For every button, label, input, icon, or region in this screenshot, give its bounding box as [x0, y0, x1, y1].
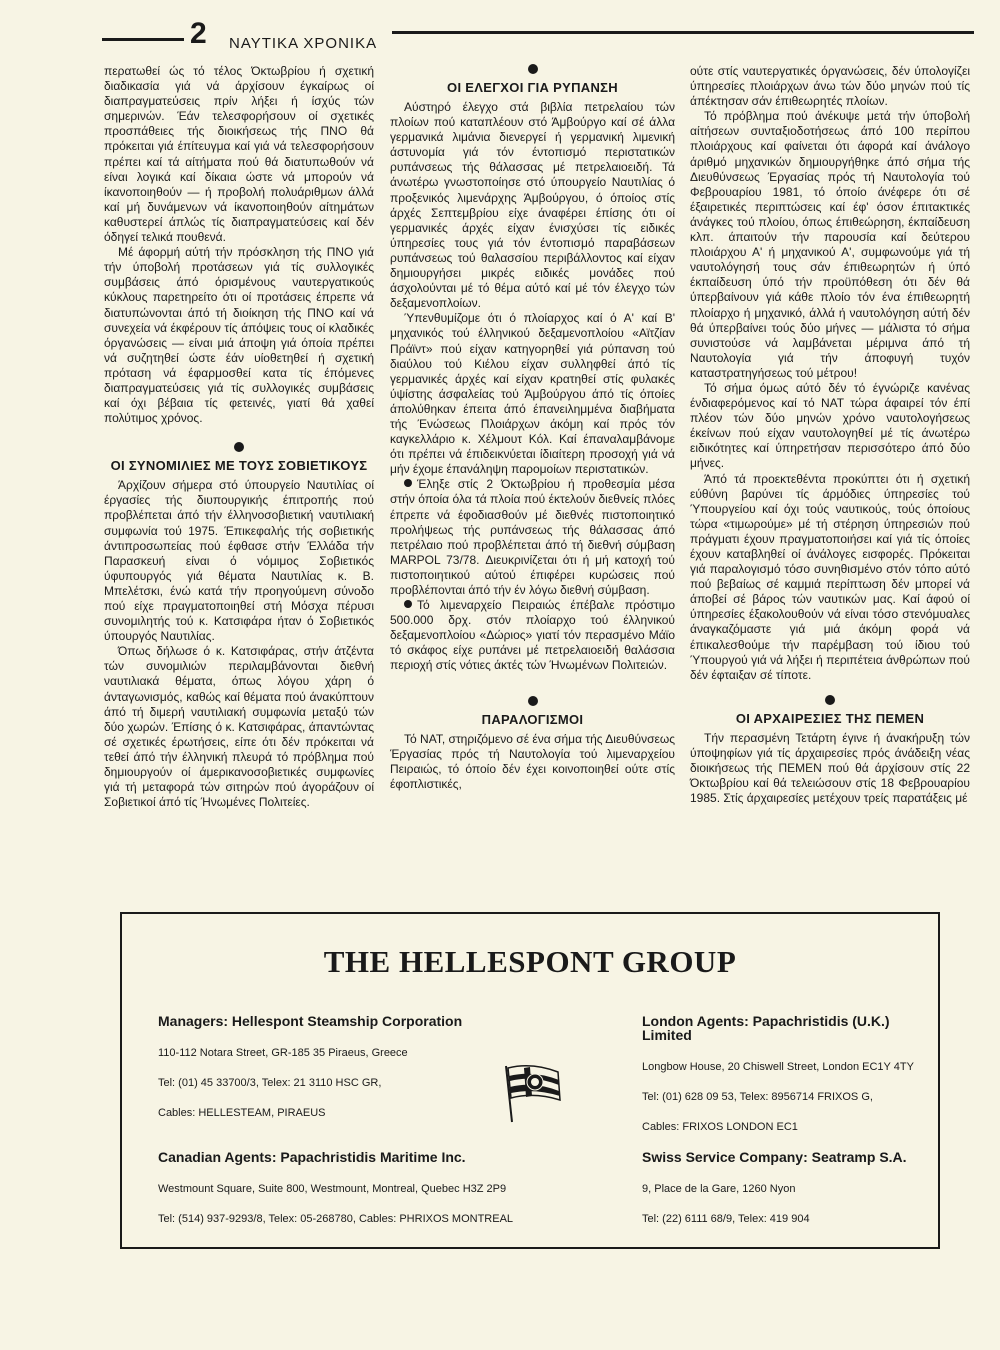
page-number: 2 [190, 17, 207, 50]
ad-london-address: Longbow House, 20 Chiswell Street, London EC1Y 4TY [642, 1061, 914, 1073]
col1-paragraph-3: Άρχίζουν σήμερα στό ύπουργείο Ναυτιλίας οί έργασίες τής διυπουργικής έπιτροπής πού προβλέπεται άπό τήν έλληνοσοβιετική ναυτιλιακή συμφωνία τού 1975. Έπικεφαλής τής σοβιετικής άντιπροσωπείας πού έφθασε στήν Έλλάδα τήν Παρασκευή είναι ό νόμιμος Σοβιετικός ύφυπουργός γιά θέματα Ναυτιλίας κ. Β. Μπελέτσκι, ένώ κατά τήν προηγούμενη σύνοδο πού είχε πραγματοποιηθεί στή Μόσχα πέρυσι συνομιλητής τού κ. Κατσιφάρα ήταν ό Σοβιετικός ύπουργός Ναυτιλίας. [104, 478, 374, 644]
column-1 [104, 64, 374, 810]
ad-canadian-block [158, 1150, 538, 1242]
ad-canadian-label: Canadian Agents: Papachristidis Maritime Inc. [158, 1149, 466, 1165]
bullet-icon [404, 479, 412, 487]
ad-swiss-label: Swiss Service Company: Seatramp S.A. [642, 1149, 907, 1165]
ad-london-cables: Cables: FRIXOS LONDON EC1 [642, 1121, 798, 1133]
col3-paragraph-3: Τό σήμα όμως αύτό δέν τό έγνώριζε κανένας ένδιαφερόμενος καί τό ΝΑΤ τώρα άφαιρεί τόν έπί πλέον τών δύο μηνών χρόνο ναυτολογήσεως έκείνων πού είχαν ναυτολογηθεί μέ τίς άνωτέρω ειδικότητες καί ύπηρετήσαν περισσότερο άπό δύο μήνες. [690, 380, 970, 471]
col3-paragraph-2: Τό πρόβλημα πού άνέκυψε μετά τήν ύποβολή αίτήσεων συνταξιοδοτήσεως άπό 100 περίπου πλοιάρχους καί φαίνεται ότι άφορά καί άνάλογο άριθμό μηχανικών δημιουργήθηκε άπό σήμα τής Διευθύνσεως Έργασίας πρός τή Ναυτολογία τού Φεβρουαρίου 1981, τό όποίο άνέφερε ότι σέ έξαιρετικές περιπτώσεις καί έφ' όσον έπιτακτικές άνάγκες τού πλοίου, όπως έπιθεώρηση, έκπαίδευση κλπ. άπαιτούν τήν παρουσία καί δεύτερου πλοιάρχου Α' ή μηχανικού Α', συμφωνούμε γιά τή ναυτολόγησή τους σάν έπιθεωρητών ή ύπό έκπαίδευση ύπό τήν προϋπόθεση ότι δέν θά ύπερβαίνουν γιά κάθε πλοίο τόν ένα έπιθεωρητή πλοίαρχο ή μηχανικό, άλλά ή ναυτολόγηση αύτή δέν θά ύπερβαίνει τούς δύο μήνες — μάλιστα τό σήμα συνιστούσε νά λαμβάνεται μέριμνα άπό τή Ναυτολογία γιά τήν άποφυγή τυχόν καταστρατηγήσεως τού μέτρου! [690, 109, 970, 380]
ad-swiss-tel: Tel: (22) 6111 68/9, Telex: 419 904 [642, 1213, 810, 1225]
col2-paragraph-4: Τό λιμεναρχείο Πειραιώς έπέβαλε πρόστιμο 500.000 δρχ. στόν πλοίαρχο τού έλληνικού δεξαμενοπλοίου «Δώριος» γιατί τόν περασμένο Μάϊο τό σκάφος είχε ρυπάνει μέ πετρελαιοειδή θαλάσσια περιοχή στίς νότιες άκτές τών Ήνωμένων Πολιτειών. [390, 598, 675, 673]
ad-title: THE HELLESPONT GROUP [323, 944, 737, 979]
ad-swiss-block [642, 1150, 932, 1242]
col1-paragraph-1: περατωθεί ώς τό τέλος Όκτωβρίου ή σχετική διαδικασία γιά νά άρχίσουν έγκαίρως οί διαπραγματεύσεις πρίν λήξει ή ίσχύς τών σημερινών. Έάν τελεσφορήσουν οί σχετικές προσπάθειες τής διοικήσεως τής ΠΝΟ θά πρόκειται γιά έπίτευγμα καί γιά νά τελεσφορήσουν πρέπει καί τά αίτήματα πού θά διατυπωθούν νά είναι λογικά καί δίκαια ώστε νά μπορούν νά ίκανοποιηθούν — ή προβολή πολυάριθμων άλλά καί μή δυνάμενων νά ίκανοποιηθούν αίτημάτων καθυστερεί άπλώς τίς διαπραγματεύσεις καί δέν όδηγεί τελικά πουθενά. [104, 64, 374, 245]
ad-london-tel: Tel: (01) 628 09 53, Telex: 8956714 FRIXOS G, [642, 1091, 873, 1103]
ad-managers-address: 110-112 Notara Street, GR-185 35 Piraeus, Greece [158, 1047, 408, 1059]
col2-paragraph-2: Ύπενθυμίζομε ότι ό πλοίαρχος καί ό Α' καί Β' μηχανικός τού έλληνικού δεξαμενοπλοίου «Αϊτζίαν Πράϊντ» πού είχαν κατηγορηθεί γιά ρύπανση τού διαύλου τού Κιέλου είχαν συλληφθεί άπό τίς γερμανικές άρχές καί είχαν κρατηθεί στίς φυλακές ύψίστης άσφαλείας τού Άμβούργου άπό τίς όποίες άπολύθηκαν έπειτα άπό έπανειλημμένα διαβήματα τής Ένώσεως Πλοιάρχων άκόμη καί πρός τόν καγκελλάριο κ. Χέλμουτ Κόλ. Καί έπαναλαμβάνομε ότι πρέπει νά έπιδεικνύεται ίδιαίτερη προσοχή γιά νά μήν έχομε έπανάληψη παρομοίων περιστατικών. [390, 311, 675, 477]
ad-managers-label: Managers: Hellespont Steamship Corporation [158, 1013, 463, 1029]
heading-absurdities: ΠΑΡΑΛΟΓΙΣΜΟΙ [481, 711, 584, 727]
column-2 [390, 64, 675, 792]
col3-paragraph-5: Τήν περασμένη Τετάρτη έγινε ή άνακήρυξη τών ύποψηφίων γιά τίς άρχαιρεσίες πρός άνάδειξη νέας διοικήσεως τής ΠΕΜΕΝ πού θά άρχίσουν στίς 22 Όκτωβρίου καί θά τελειώσουν στίς 18 Φεβρουαρίου 1985. Στίς άρχαιρεσίες μετέχουν τρείς παρατάξεις μέ [690, 730, 970, 806]
bullet-icon [404, 600, 412, 608]
heading-pemen-elections: ΟΙ ΑΡΧΑΙΡΕΣΙΕΣ ΤΗΣ ΠΕΜΕΝ [735, 710, 925, 726]
section-bullet-icon [528, 64, 538, 74]
col2-paragraph-5: Τό ΝΑΤ, στηριζόμενο σέ ένα σήμα τής Διευθύνσεως Έργασίας πρός τή Ναυτολογία τού λιμεναρχείου Πειραιώς, τό όποίο δέν έχει κοινοποιηθεί ούτε στίς έφοπλιστικές, [390, 731, 675, 791]
col3-paragraph-4: Άπό τά προεκτεθέντα προκύπτει ότι ή σχετική εύθύνη βαρύνει τίς άρμόδιες ύπηρεσίες τού Ύπουργείου καί όχι τούς ναυτικούς, τούς όποίους τώρα «τιμωρούμε» μέ τή στέρηση ύπηρεσιών πού πράγματι έχουν πραγματοποιήσει καί γιά τίς όποίες έχουν καταβληθεί οί άνάλογες εισφορές. Πρόκειται γιά παραλογισμό τόσο συνηθισμένο στόν τόπο αύτό πού βεβαίως σέ καμμιά περίπτωση δέν μπορεί νά άποβεί σέ βάρος τών ναυτικών μας. Καί άφού οί ύπηρεσίες έξακολουθούν νά είναι τόσο στενόμυαλες άναγκαζόμαστε γιά μιά άκόμη φορά νά έπικαλεσθούμε τήν παρέμβαση τού ίδιου τού Ύπουργού γιά νά λήξει ή περιπέτεια άνθρώπων πού δέν έφταιξαν σέ τίποτε. [690, 471, 970, 682]
col2-paragraph-3: Έληξε στίς 2 Όκτωβρίου ή προθεσμία μέσα στήν όποία όλα τά πλοία πού έκτελούν διεθνείς πλόες έπρεπε νά έφοδιασθούν μέ διεθνές πιστοποιητικό προλήψεως τής ρυπάνσεως τής θάλασσας άπό πετρέλαιο πού προβλέπεται άπό τή διεθνή σύμβαση MARPOL 73/78. Διευκρινίζεται ότι ή μή κατοχή τού πιστοποιητικού αύτού έπιφέρει κυρώσεις πού προβλέπονται άπό τήν έν λόγω διεθνή σύμβαση. [390, 477, 675, 597]
col3-paragraph-1: ούτε στίς ναυτεργατικές όργανώσεις, δέν ύπολογίζει ύπηρεσίες πλοιάρχων άνω τών δύο μηνών πού τίς άπέκτησαν σάν έπιθεωρητές πλοίων. [690, 64, 970, 109]
col1-paragraph-4: Όπως δήλωσε ό κ. Κατσιφάρας, στήν άτζέντα τών συνομιλιών περιλαμβάνονται διεθνή ναυτιλιακά θέματα, όπως λόγου χάρη ό άνταγωνισμός, καθώς καί θέματα πού άνακύπτουν άπό τή διμερή ναυτιλιακή συμφωνία μεταξύ τών δύο χωρών. Έπίσης ό κ. Κατσιφάρας, άπαντώντας σέ σχετικές έρωτήσεις, είπε ότι δέν πρόκειται νά τεθεί άπό τήν έλληνική πλευρά τό πρόβλημα πού δημιουργούν οί άμερικανοσοβιετικές συμφωνίες γιά τή μεταφορά τών σιτηρών πού άγοράζουν οί Σοβιετικοί άπό τίς Ήνωμένες Πολιτείες. [104, 644, 374, 810]
hellespont-advertisement [120, 912, 940, 1249]
ad-managers-block [158, 1014, 538, 1136]
ad-canadian-tel: Tel: (514) 937-9293/8, Telex: 05-268780, Cables: PHRIXOS MONTREAL [158, 1213, 514, 1225]
section-bullet-icon [825, 695, 835, 705]
ad-london-block [642, 1014, 932, 1150]
ad-london-label: London Agents: Papachristidis (U.K.) Limited [642, 1013, 890, 1043]
heading-pollution-controls: ΟΙ ΕΛΕΓΧΟΙ ΓΙΑ ΡΥΠΑΝΣΗ [447, 80, 618, 95]
ad-canadian-address: Westmount Square, Suite 800, Westmount, Montreal, Quebec H3Z 2P9 [158, 1183, 507, 1195]
ad-swiss-address: 9, Place de la Gare, 1260 Nyon [642, 1183, 796, 1195]
col2-paragraph-1: Αύστηρό έλεγχο στά βιβλία πετρελαίου τών πλοίων πού καταπλέουν στό Άμβούργο καί σέ άλλα γερμανικά λιμάνια διενεργεί ή γερμανική λιμενική άστυνομία γιά τόν έντοπισμό περιστατικών ρυπάνσεως τής θάλασσας μέ πετρελαιοειδή. Τά άνωτέρω γνωστοποίησε στό ύπουργείο Ναυτιλίας ό προξενικός λιμενάρχης Άμβούργου, ό όποίος στίς άρχές Σεπτεμβρίου είχε άναφέρει έπίσης ότι οί γερμανικές άρχές είχαν ένισχύσει τίς ειδικές ύπηρεσίες τους γιά τόν έντοπισμό παραβάσεων ρυπάνσεως τού θαλασσίου περιβάλλοντος καί είχαν δημιουργήσει μικρές ειδικές μονάδες πού άσχολούνται μέ τό θέμα αύτό καί μέ τόν έλεγχο τών δεξαμενοπλοίων. [390, 100, 675, 311]
header-rule-left [102, 38, 184, 41]
column-3 [690, 64, 970, 806]
section-bullet-icon [234, 442, 244, 452]
section-bullet-icon [528, 696, 538, 706]
col1-paragraph-2: Μέ άφορμή αύτή τήν πρόσκληση τής ΠΝΟ γιά τήν ύποβολή προτάσεων γιά τίς συλλογικές συμβάσεις άπό όρισμένους ναυτεργατικούς κύκλους παρετηρείτο ότι οί προτάσεις έπρεπε νά διατυπώνονται άπό τή διοίκηση τής ΠΝΟ καί νά συνεχεία νά έκφέρουν τίς άπόψεις τους οί κλαδικές όργανώσεις — είναι μιά άποψη γιά όποία πρέπει νά συζητηθεί ώστε έάν υίοθετηθεί ή σχετική πρόταση νά έφαρμοσθεί κατα τίς έπόμενες διαπραγματεύσεις γιά τίς συλλογικές συμβάσεις καί όχι βέβαια τίς φετεινές, γιατί θά χαθεί πολύτιμος χρόνος. [104, 245, 374, 426]
ad-managers-cables: Cables: HELLESTEAM, PIRAEUS [158, 1107, 326, 1119]
house-flag-icon [502, 1060, 566, 1124]
ad-managers-tel: Tel: (01) 45 33700/3, Telex: 21 3110 HSC GR, [158, 1077, 382, 1089]
header-rule-right [392, 31, 974, 34]
publication-title: ΝΑΥΤΙΚΑ ΧΡΟΝΙΚΑ [229, 35, 378, 52]
heading-soviet-talks: ΟΙ ΣΥΝΟΜΙΛΙΕΣ ΜΕ ΤΟΥΣ ΣΟΒΙΕΤΙΚΟΥΣ [110, 458, 368, 474]
